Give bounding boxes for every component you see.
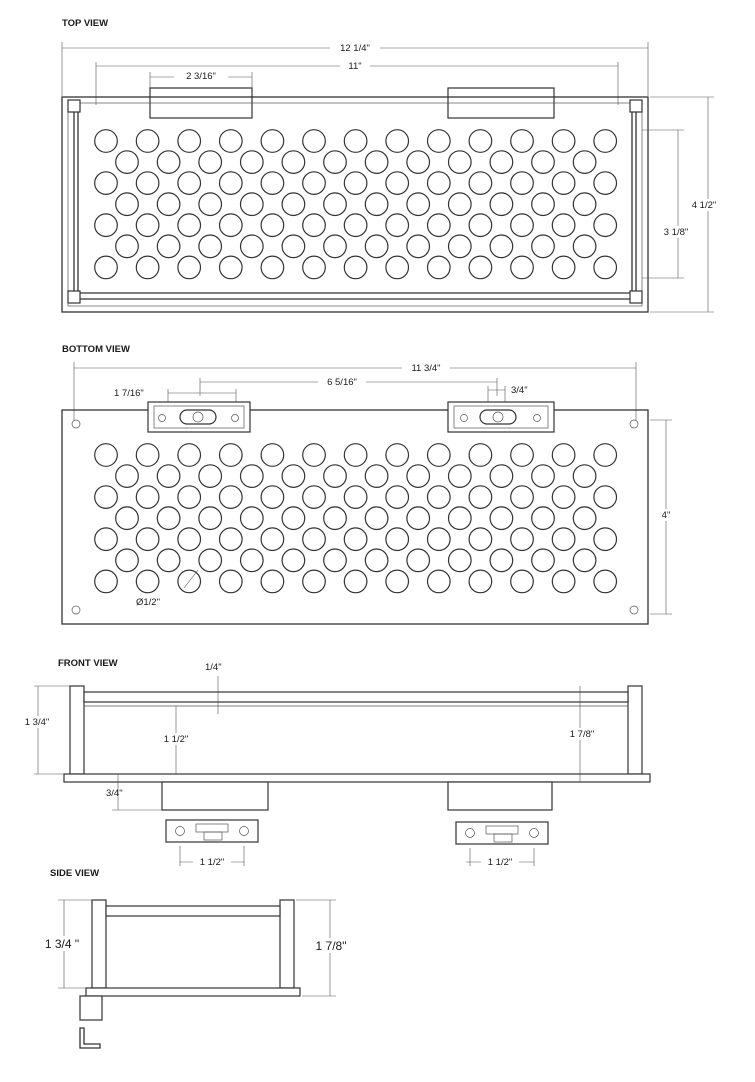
hole: [220, 570, 243, 593]
hole: [303, 570, 326, 593]
dim-rail: 1/4": [205, 662, 222, 673]
hole: [365, 235, 388, 258]
hole: [428, 528, 451, 551]
hole: [157, 193, 180, 216]
hole: [386, 528, 409, 551]
hole: [136, 528, 159, 551]
dim-tab-width: 2 3/16": [186, 71, 216, 82]
top-hole-grid: [95, 130, 617, 279]
hole: [199, 465, 222, 488]
hole: [386, 130, 409, 153]
hole: [469, 256, 492, 279]
side-view: [38, 868, 352, 1048]
dim-depth: 4": [661, 510, 671, 521]
hole: [469, 570, 492, 593]
hole: [95, 172, 118, 195]
hole: [261, 528, 284, 551]
front-left-bracket-plate: [166, 820, 258, 842]
hole: [261, 256, 284, 279]
dim-height: 1 3/4 ": [44, 937, 80, 951]
hole: [136, 570, 159, 593]
hole: [573, 235, 596, 258]
hole: [178, 256, 201, 279]
hole: [303, 528, 326, 551]
dim-overall-width: 11 3/4": [411, 363, 441, 374]
top-view: [62, 18, 720, 312]
dim-total-height: 1 7/8": [569, 729, 595, 740]
front-right-post: [628, 686, 642, 774]
hole: [449, 193, 472, 216]
dim-total-height: 1 7/8": [315, 939, 347, 953]
hole: [428, 172, 451, 195]
bracket-plate: [456, 822, 548, 844]
hole: [303, 130, 326, 153]
hole: [344, 256, 367, 279]
hole: [573, 549, 596, 572]
hole: [136, 130, 159, 153]
hole: [178, 444, 201, 467]
hole: [511, 486, 534, 509]
hole: [241, 549, 264, 572]
hole: [178, 130, 201, 153]
side-left-post: [92, 900, 106, 988]
bottom-hole-grid: [95, 444, 617, 593]
hole: [469, 214, 492, 237]
hole: [490, 507, 513, 530]
corner-post: [630, 100, 642, 112]
hole: [303, 256, 326, 279]
side-bracket-profile: [80, 1028, 100, 1048]
hole: [324, 235, 347, 258]
hole: [261, 570, 284, 593]
dim-slot-width: 3/4": [511, 385, 528, 396]
hole: [469, 528, 492, 551]
hole: [220, 214, 243, 237]
hole: [428, 570, 451, 593]
corner-post: [68, 291, 80, 303]
hole: [344, 172, 367, 195]
hole: [511, 570, 534, 593]
hole: [469, 486, 492, 509]
hole: [344, 444, 367, 467]
hole: [428, 444, 451, 467]
hole: [552, 486, 575, 509]
hole: [594, 256, 617, 279]
hole: [386, 172, 409, 195]
hole: [220, 486, 243, 509]
dim-height: 1 3/4": [24, 717, 50, 728]
hole: [386, 256, 409, 279]
hole: [407, 193, 430, 216]
hole: [449, 465, 472, 488]
hole: [241, 151, 264, 174]
hole: [136, 172, 159, 195]
hole: [157, 465, 180, 488]
hole: [178, 172, 201, 195]
hole: [573, 507, 596, 530]
hole: [407, 235, 430, 258]
dim-overall-depth: 4 1/2": [691, 200, 717, 211]
hole: [552, 570, 575, 593]
hole: [532, 151, 555, 174]
hole: [490, 193, 513, 216]
hole: [95, 444, 118, 467]
hole: [344, 130, 367, 153]
hole: [490, 549, 513, 572]
hole: [199, 151, 222, 174]
front-right-bracket-plate: [456, 822, 548, 844]
hole: [552, 130, 575, 153]
top-view-title: TOP VIEW: [62, 18, 109, 29]
hole: [220, 130, 243, 153]
dim-inner-width: 11": [348, 61, 362, 72]
hole: [220, 256, 243, 279]
hole: [490, 151, 513, 174]
hole: [282, 235, 305, 258]
hole: [116, 465, 139, 488]
hole: [116, 235, 139, 258]
hole: [95, 130, 118, 153]
hole: [116, 151, 139, 174]
corner-post: [630, 291, 642, 303]
hole: [220, 528, 243, 551]
side-top-rail: [106, 906, 280, 916]
hole: [449, 151, 472, 174]
hole: [136, 214, 159, 237]
hole: [303, 444, 326, 467]
hole: [511, 528, 534, 551]
hole: [241, 465, 264, 488]
hole: [365, 507, 388, 530]
hole: [594, 172, 617, 195]
hole: [511, 214, 534, 237]
front-left-post: [70, 686, 84, 774]
hole: [449, 507, 472, 530]
bottom-left-bracket: [148, 402, 250, 432]
hole: [365, 193, 388, 216]
hole: [241, 235, 264, 258]
hole: [282, 507, 305, 530]
hole: [220, 172, 243, 195]
corner-screw: [72, 420, 80, 428]
hole: [552, 172, 575, 195]
hole: [241, 193, 264, 216]
hole: [178, 486, 201, 509]
hole: [136, 256, 159, 279]
dim-overall-width: 12 1/4": [340, 43, 370, 54]
hole: [532, 235, 555, 258]
hole: [344, 570, 367, 593]
hole: [261, 214, 284, 237]
hole: [386, 444, 409, 467]
front-view-title: FRONT VIEW: [58, 658, 118, 669]
hole: [407, 549, 430, 572]
hole: [116, 507, 139, 530]
hole: [407, 507, 430, 530]
hole: [95, 256, 118, 279]
hole: [344, 214, 367, 237]
dim-bracket-left: 1 1/2": [199, 857, 225, 868]
hole: [594, 130, 617, 153]
hole: [116, 193, 139, 216]
hole: [511, 256, 534, 279]
hole: [261, 130, 284, 153]
hole: [199, 507, 222, 530]
hole: [157, 235, 180, 258]
hole: [449, 549, 472, 572]
dim-bracket-right: 1 1/2": [487, 857, 513, 868]
hole: [95, 486, 118, 509]
hole: [532, 507, 555, 530]
hole: [428, 256, 451, 279]
dim-inner-height: 1 1/2": [163, 734, 189, 745]
bottom-view: [62, 344, 678, 624]
side-view-title: SIDE VIEW: [50, 868, 100, 879]
corner-screw: [72, 606, 80, 614]
hole: [324, 151, 347, 174]
dim-hole-diameter: Ø1/2": [136, 597, 160, 608]
side-right-post: [280, 900, 294, 988]
hole: [95, 570, 118, 593]
hole: [324, 193, 347, 216]
corner-screw: [630, 420, 638, 428]
hole: [594, 486, 617, 509]
hole: [303, 214, 326, 237]
hole: [469, 444, 492, 467]
hole: [178, 214, 201, 237]
hole: [386, 214, 409, 237]
hole: [594, 214, 617, 237]
hole: [365, 151, 388, 174]
hole: [532, 465, 555, 488]
hole: [241, 507, 264, 530]
hole: [157, 549, 180, 572]
hole: [199, 193, 222, 216]
hole: [365, 549, 388, 572]
front-right-bracket: [448, 782, 552, 810]
hole: [552, 256, 575, 279]
hole: [511, 172, 534, 195]
hole: [261, 172, 284, 195]
hole: [303, 172, 326, 195]
hole: [303, 486, 326, 509]
hole: [344, 486, 367, 509]
hole: [199, 235, 222, 258]
hole: [573, 465, 596, 488]
dim-bracket-offset: 1 7/16": [114, 388, 144, 399]
hole: [532, 549, 555, 572]
hole: [95, 528, 118, 551]
hole: [511, 444, 534, 467]
hole: [344, 528, 367, 551]
hole: [428, 486, 451, 509]
hole: [157, 151, 180, 174]
hole: [136, 444, 159, 467]
hole: [594, 444, 617, 467]
hole: [449, 235, 472, 258]
hole: [157, 507, 180, 530]
side-bracket: [80, 996, 102, 1020]
side-base: [86, 988, 300, 996]
hole: [552, 528, 575, 551]
hole: [428, 130, 451, 153]
hole: [261, 486, 284, 509]
hole: [469, 172, 492, 195]
hole: [490, 235, 513, 258]
hole: [220, 444, 243, 467]
hole: [594, 528, 617, 551]
hole: [324, 507, 347, 530]
hole: [511, 130, 534, 153]
hole: [552, 214, 575, 237]
hole: [532, 193, 555, 216]
hole: [324, 549, 347, 572]
front-top-rail: [84, 692, 628, 702]
hole: [386, 570, 409, 593]
hole: [136, 486, 159, 509]
hole: [365, 465, 388, 488]
hole: [282, 151, 305, 174]
dim-hole-area-depth: 3 1/8": [663, 227, 689, 238]
hole: [490, 465, 513, 488]
hole: [573, 151, 596, 174]
dim-bracket-drop: 3/4": [106, 788, 123, 799]
hole: [116, 549, 139, 572]
dim-bracket-spacing: 6 5/16": [327, 377, 357, 388]
hole: [428, 214, 451, 237]
front-view: [16, 658, 650, 868]
hole: [407, 465, 430, 488]
hole: [324, 465, 347, 488]
front-left-bracket: [162, 782, 268, 810]
hole: [469, 130, 492, 153]
corner-post: [68, 100, 80, 112]
front-base: [64, 774, 650, 782]
hole: [573, 193, 596, 216]
hole: [199, 549, 222, 572]
hole: [95, 214, 118, 237]
hole: [282, 549, 305, 572]
hole: [552, 444, 575, 467]
corner-screw: [630, 606, 638, 614]
hole: [594, 570, 617, 593]
hole: [407, 151, 430, 174]
hole: [282, 465, 305, 488]
hole: [261, 444, 284, 467]
hole: [386, 486, 409, 509]
bottom-view-title: BOTTOM VIEW: [62, 344, 130, 355]
hole: [178, 528, 201, 551]
bottom-right-bracket: [448, 402, 554, 432]
bracket-plate: [166, 820, 258, 842]
hole: [282, 193, 305, 216]
